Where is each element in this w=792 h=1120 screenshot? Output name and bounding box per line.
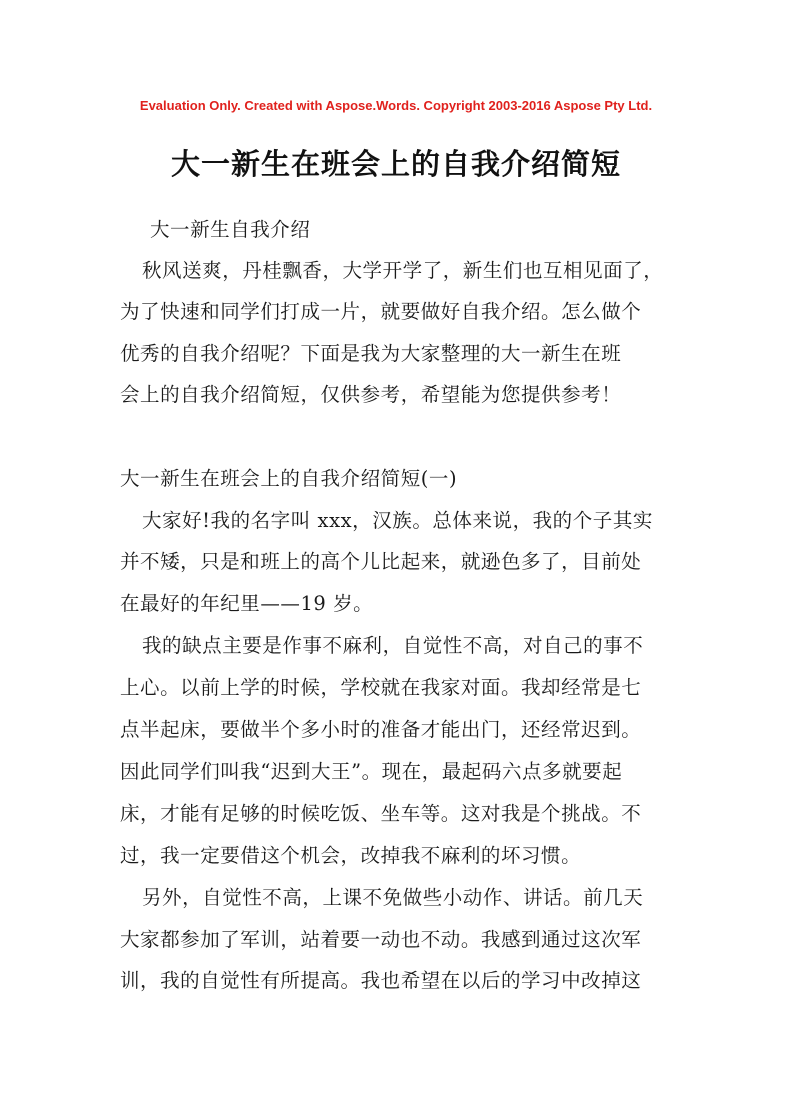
paragraph-line: 我的缺点主要是作事不麻利，自觉性不高，对自己的事不 (142, 634, 644, 657)
paragraph-line: 点半起床，要做半个多小时的准备才能出门，还经常迟到。 (120, 718, 642, 741)
paragraph-line: 床，才能有足够的时候吃饭、坐车等。这对我是个挑战。不 (120, 802, 642, 825)
paragraph-line: 因此同学们叫我“迟到大王”。现在，最起码六点多就要起 (120, 760, 623, 783)
paragraph-line: 大家都参加了军训，站着要一动也不动。我感到通过这次军 (120, 928, 642, 951)
paragraph-line: 训，我的自觉性有所提高。我也希望在以后的学习中改掉这 (120, 969, 642, 992)
subheading: 大一新生自我介绍 (150, 218, 311, 241)
section-heading: 大一新生在班会上的自我介绍简短(一) (120, 467, 458, 490)
paragraph-line: 会上的自我介绍简短，仅供参考，希望能为您提供参考！ (120, 383, 622, 406)
paragraph-line: 上心。以前上学的时候，学校就在我家对面。我却经常是七 (120, 676, 642, 699)
paragraph-line: 并不矮，只是和班上的高个儿比起来，就逊色多了，目前处 (120, 550, 642, 573)
paragraph-line: 在最好的年纪里——19 岁。 (120, 592, 374, 615)
paragraph-line: 优秀的自我介绍呢？下面是我为大家整理的大一新生在班 (120, 342, 622, 365)
paragraph-line: 大家好!我的名字叫 xxx，汉族。总体来说，我的个子其实 (142, 509, 653, 532)
paragraph-line: 另外，自觉性不高，上课不免做些小动作、讲话。前几天 (142, 886, 644, 909)
document-title: 大一新生在班会上的自我介绍简短 (170, 147, 621, 181)
evaluation-watermark: Evaluation Only. Created with Aspose.Words. Copyright 2003-2016 Aspose Pty Ltd. (139, 98, 653, 113)
paragraph-line: 秋风送爽，丹桂飘香，大学开学了，新生们也互相见面了， (142, 259, 664, 282)
paragraph-line: 过，我一定要借这个机会，改掉我不麻利的坏习惯。 (120, 844, 582, 867)
paragraph-line: 为了快速和同学们打成一片，就要做好自我介绍。怎么做个 (120, 300, 642, 323)
